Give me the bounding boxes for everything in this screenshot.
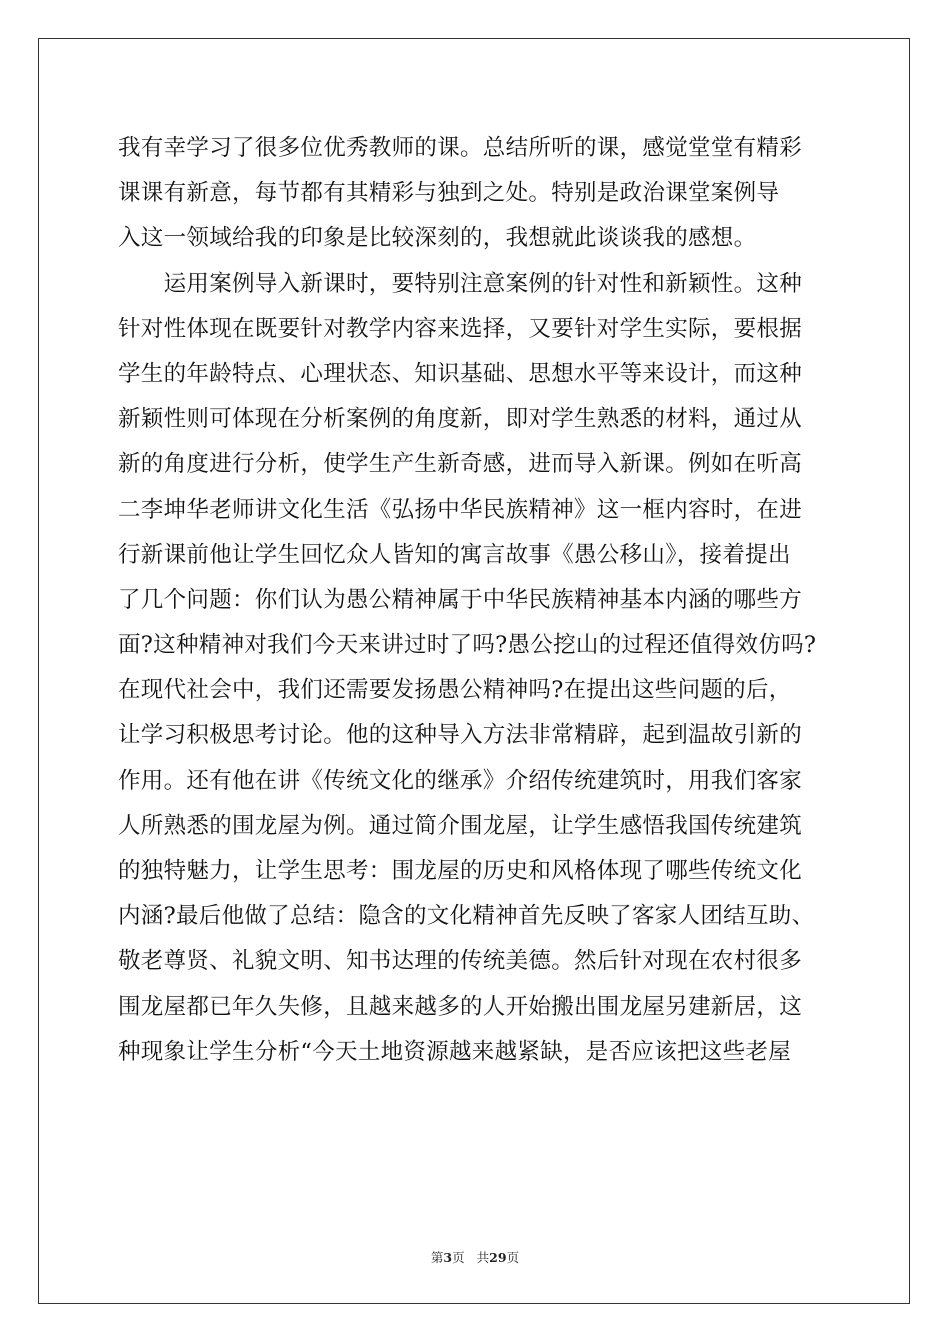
text-line: 让学习积极思考讨论。他的这种导入方法非常精辟，起到温故引新的 bbox=[118, 722, 803, 749]
text-line: 学生的年龄特点、心理状态、知识基础、思想水平等来设计，而这种 bbox=[118, 360, 803, 387]
text-line: 的独特魅力，让学生思考：围龙屋的历史和风格体现了哪些传统文化 bbox=[118, 858, 803, 884]
text-line: 在现代社会中，我们还需要发扬愚公精神吗?在提出这些问题的后， bbox=[118, 677, 792, 704]
text-line: 我有幸学习了很多位优秀教师的课。总结所听的课，感觉堂堂有精彩 bbox=[118, 135, 803, 161]
total-prefix: 共 bbox=[476, 1250, 490, 1265]
text-line: 面?这种精神对我们今天来讲过时了吗?愚公挖山的过程还值得效仿吗? bbox=[118, 632, 817, 659]
text-line: 新颖性则可体现在分析案例的角度新，即对学生熟悉的材料，通过从 bbox=[118, 406, 803, 433]
text-line: 种现象让学生分析“今天土地资源越来越紧缺，是否应该把这些老屋 bbox=[118, 1038, 792, 1065]
text-line: 针对性体现在既要针对教学内容来选择，又要针对学生实际，要根据 bbox=[118, 315, 803, 342]
text-line: 新的角度进行分析，使学生产生新奇感，进而导入新课。例如在听高 bbox=[118, 451, 803, 478]
text-line: 人所熟悉的围龙屋为例。通过简介围龙屋，让学生感悟我国传统建筑 bbox=[118, 812, 803, 839]
text-line: 了几个问题：你们认为愚公精神属于中华民族精神基本内涵的哪些方 bbox=[118, 586, 803, 613]
total-pages: 29 bbox=[489, 1250, 507, 1265]
text-line: 作用。还有他在讲《传统文化的继承》介绍传统建筑时，用我们客家 bbox=[118, 767, 803, 794]
page-footer bbox=[0, 1248, 950, 1266]
text-line: 内涵?最后他做了总结：隐含的文化精神首先反映了客家人团结互助、 bbox=[118, 903, 815, 930]
text-line: 围龙屋都已年久失修，且越来越多的人开始搬出围龙屋另建新居，这 bbox=[118, 993, 803, 1020]
text-line: 课课有新意，每节都有其精彩与独到之处。特别是政治课堂案例导 bbox=[118, 180, 780, 207]
text-line: 敬老尊贤、礼貌文明、知书达理的传统美德。然后针对现在农村很多 bbox=[118, 948, 803, 975]
total-suffix: 页 bbox=[506, 1250, 520, 1265]
page-prefix: 第 bbox=[430, 1250, 444, 1265]
text-line: 二李坤华老师讲文化生活《弘扬中华民族精神》这一框内容时，在进 bbox=[118, 496, 803, 523]
page-number: 3 bbox=[443, 1250, 453, 1265]
text-line: 运用案例导入新课时，要特别注意案例的针对性和新颖性。这种 bbox=[118, 270, 803, 297]
body-text bbox=[118, 126, 838, 1075]
page-suffix: 页 bbox=[452, 1250, 465, 1265]
text-line: 行新课前他让学生回忆众人皆知的寓言故事《愚公移山》，接着提出 bbox=[118, 541, 791, 568]
text-line: 入这一领域给我的印象是比较深刻的，我想就此谈谈我的感想。 bbox=[118, 225, 757, 252]
